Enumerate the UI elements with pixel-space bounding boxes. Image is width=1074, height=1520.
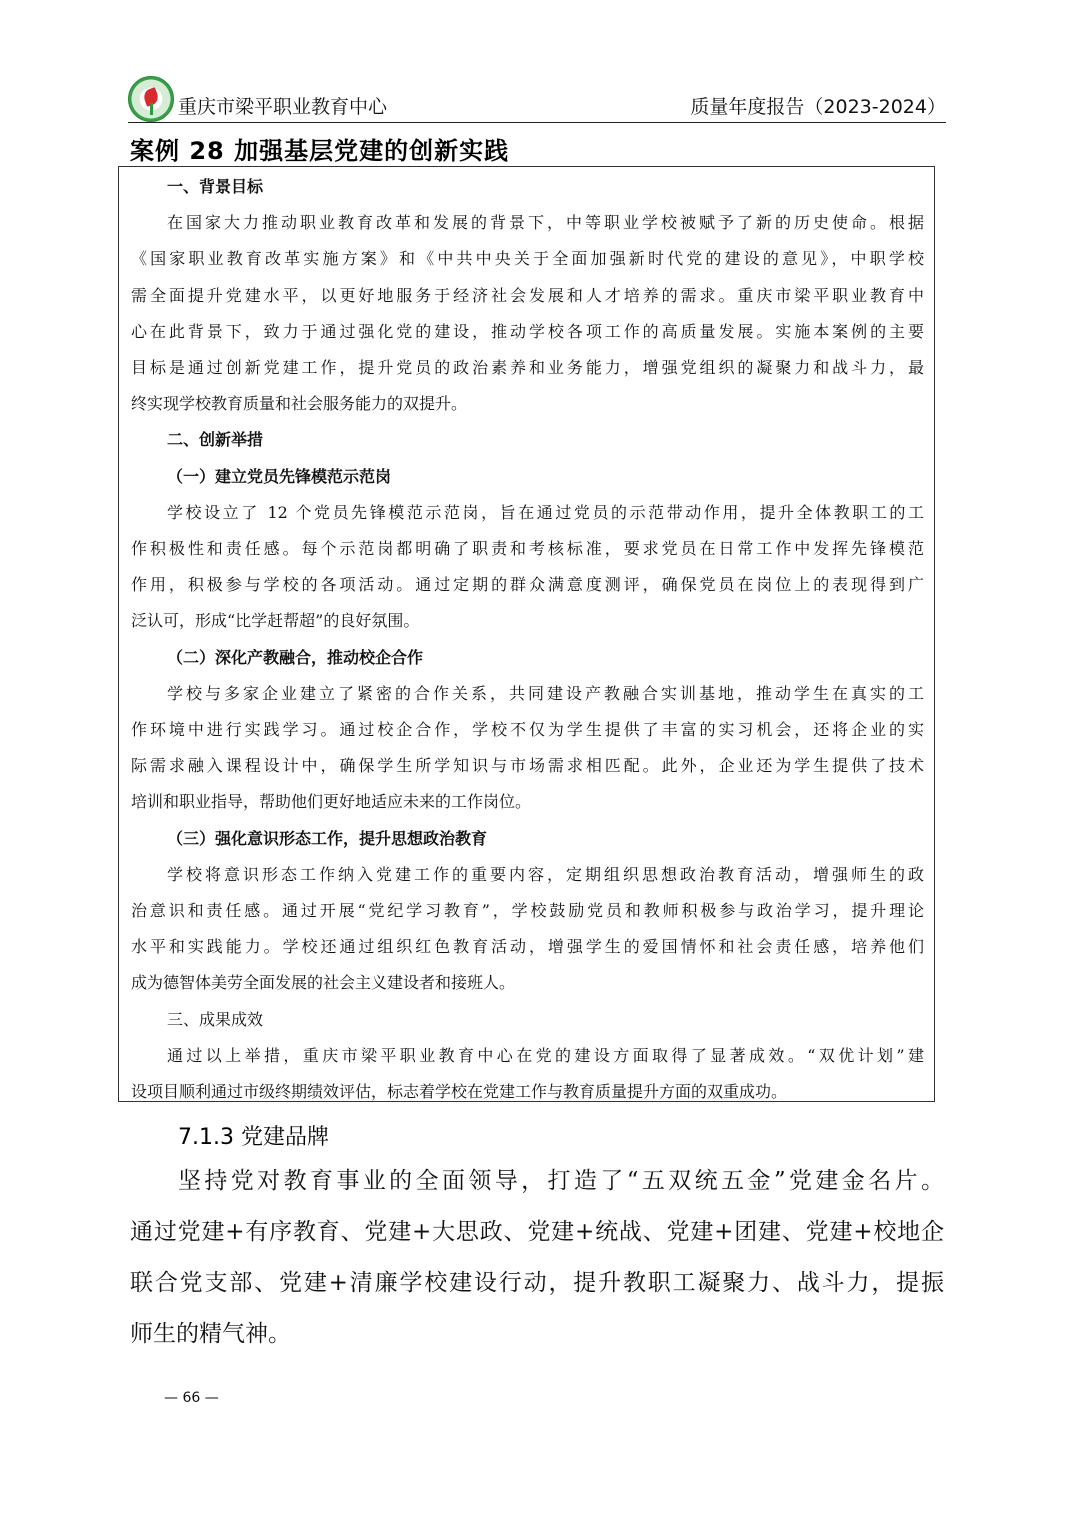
section-paragraph-line: 通过党建+有序教育、党建+大思政、党建+统战、党建+团建、党建+校地企 (130, 1219, 944, 1245)
case-paragraph-line: 《国家职业教育改革实施方案》和《中共中央关于全面加强新时代党的建设的意见》，中职学校 (131, 249, 924, 269)
case-paragraph-line: 作积极性和责任感。每个示范岗都明确了职责和考核标准，要求党员在日常工作中发挥先锋模范 (131, 539, 924, 558)
page-header (128, 76, 946, 123)
case-heading: 一、背景目标 (167, 177, 264, 196)
case-paragraph-line: 设项目顺利通过市级终期绩效评估，标志着学校在党建工作与教育质量提升方面的双重成功。 (131, 1082, 788, 1101)
case-paragraph-line: 通过以上举措，重庆市梁平职业教育中心在党的建设方面取得了显著成效。“双优计划”建 (167, 1045, 924, 1065)
case-paragraph-line: 际需求融入课程设计中，确保学生所学知识与市场需求相匹配。此外，企业还为学生提供了技术 (131, 756, 924, 776)
case-paragraph-line: 学校将意识形态工作纳入党建工作的重要内容，定期组织思想政治教育活动，增强师生的政 (167, 864, 924, 884)
report-title: 质量年度报告（2023-2024） (690, 96, 946, 118)
school-logo-icon (128, 76, 174, 122)
case-paragraph-line: 作环境中进行实践学习。通过校企合作，学校不仅为学生提供了丰富的实习机会，还将企业的实 (131, 720, 924, 739)
case-paragraph-line: 心在此背景下，致力于通过强化党的建设，推动学校各项工作的高质量发展。实施本案例的主要 (131, 321, 924, 341)
case-paragraph-line: 作用，积极参与学校的各项活动。通过定期的群众满意度测评，确保党员在岗位上的表现得到广 (131, 575, 924, 595)
section-title: 7.1.3 党建品牌 (178, 1125, 329, 1150)
case-paragraph-line: 在国家大力推动职业教育改革和发展的背景下，中等职业学校被赋予了新的历史使命。根据 (167, 213, 924, 233)
case-box (118, 166, 935, 1102)
section-paragraph-line: 联合党支部、党建+清廉学校建设行动，提升教职工凝聚力、战斗力，提振 (130, 1270, 944, 1296)
section-paragraph-line: 坚持党对教育事业的全面领导，打造了“五双统五金”党建金名片。 (178, 1168, 944, 1194)
case-paragraph-line: 学校设立了 12 个党员先锋模范示范岗，旨在通过党员的示范带动作用，提升全体教职工的工 (167, 502, 924, 522)
case-paragraph-line: 目标是通过创新党建工作，提升党员的政治素养和业务能力，增强党组织的凝聚力和战斗力，最 (131, 358, 924, 377)
case-paragraph-line: 成为德智体美劳全面发展的社会主义建设者和接班人。 (131, 973, 516, 993)
section-paragraph-line: 师生的精气神。 (130, 1321, 291, 1347)
case-paragraph-line: 泛认可，形成“比学赶帮超”的良好氛围。 (131, 611, 420, 631)
case-paragraph-line: 三、成果成效 (167, 1009, 264, 1029)
case-title: 案例 28 加强基层党建的创新实践 (130, 137, 510, 165)
page-number: — 66 — (164, 1390, 219, 1406)
case-paragraph-line: 学校与多家企业建立了紧密的合作关系，共同建设产教融合实训基地，推动学生在真实的工 (167, 683, 924, 703)
case-paragraph-line: 培训和职业指导，帮助他们更好地适应未来的工作岗位。 (131, 792, 532, 812)
case-paragraph-line: 治意识和责任感。通过开展“党纪学习教育”，学校鼓励党员和教师积极参与政治学习，提升理论 (131, 901, 924, 920)
case-heading: 二、创新举措 (167, 430, 264, 450)
case-heading: （一）建立党员先锋模范示范岗 (167, 466, 392, 486)
case-paragraph-line: 终实现学校教育质量和社会服务能力的双提升。 (131, 394, 468, 414)
case-paragraph-line: 需全面提升党建水平，以更好地服务于经济社会发展和人才培养的需求。重庆市梁平职业教育中 (131, 285, 924, 305)
case-heading: （三）强化意识形态工作，提升思想政治教育 (167, 828, 488, 848)
case-heading: （二）深化产教融合，推动校企合作 (167, 647, 424, 667)
case-paragraph-line: 水平和实践能力。学校还通过组织红色教育活动，增强学生的爱国情怀和社会责任感，培养他们 (131, 937, 924, 957)
school-name: 重庆市梁平职业教育中心 (178, 96, 388, 118)
